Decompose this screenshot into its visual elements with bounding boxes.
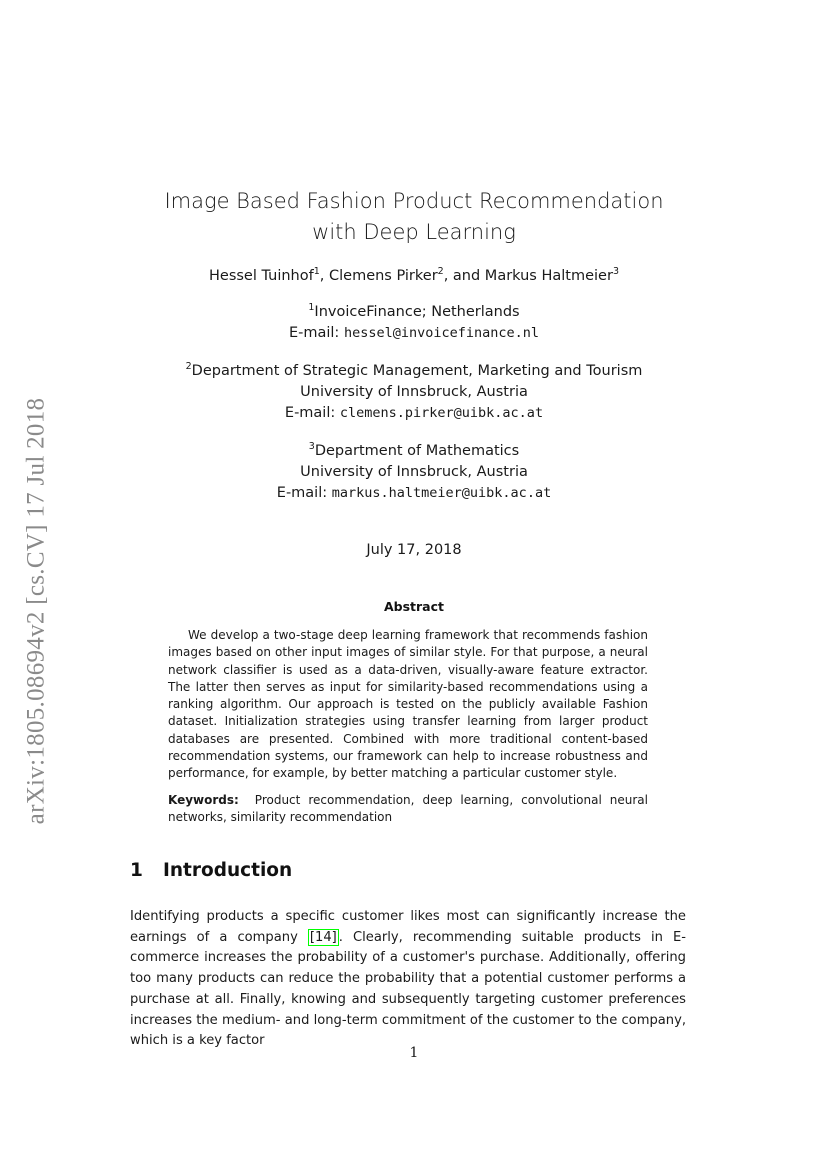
affiliation-2 bbox=[0, 361, 828, 424]
author-1-sup: 1 bbox=[313, 266, 320, 277]
paper-date: July 17, 2018 bbox=[366, 542, 462, 558]
abstract-body: We develop a two-stage deep learning framework that recommends fashion images based on other input images of similar style. For that purpose, a neural network classifier is used as a data-driven, visually-aware feature extractor. The latter then serves as input for similarity-based recommendations using a ranking algorithm. Our approach is tested on the publicly available Fashion dataset. Initialization strategies using transfer learning from larger product databases are presented. Combined with more traditional content-based recommendation systems, our framework can help to increase robustness and performance, for example, by better matching a particular customer style. bbox=[168, 628, 648, 781]
intro-text-1: Identifying products a specific customer likes most can significantly increase the earnings of a company bbox=[130, 909, 686, 945]
section-number: 1 bbox=[130, 860, 143, 881]
affiliation-1-sup: 1 bbox=[308, 302, 315, 313]
affiliation-3-dept: Department of Mathematics bbox=[314, 443, 520, 459]
email-label-2: E-mail: bbox=[284, 405, 340, 421]
author-3-sup: 3 bbox=[612, 266, 619, 277]
email-3[interactable]: markus.haltmeier@uibk.ac.at bbox=[331, 485, 552, 501]
page-number: 1 bbox=[409, 1045, 419, 1061]
affiliation-3-university: University of Innsbruck, Austria bbox=[300, 464, 528, 480]
author-sep-1: , Clemens Pirker bbox=[319, 268, 438, 284]
affiliation-3-email-line bbox=[0, 483, 828, 504]
affiliation-2-sup: 2 bbox=[185, 361, 192, 372]
affiliation-2-university: University of Innsbruck, Austria bbox=[300, 384, 528, 400]
affiliation-2-dept: Department of Strategic Management, Marketing and Tourism bbox=[191, 363, 643, 379]
intro-text-2: . Clearly, recommending suitable products in E-commerce increases the probability of a customer's purchase. Additionally, offering too many products can reduce the probability that a potential customer performs a purchase at all. Finally, knowing and subsequently targeting customer preferences increases the medium- and long-term commitment of the customer to the company, which is a key factor bbox=[130, 929, 686, 1049]
paper-title bbox=[0, 186, 828, 248]
affiliation-1-name: InvoiceFinance; Netherlands bbox=[314, 304, 520, 320]
affiliation-1-email-line bbox=[0, 323, 828, 344]
abstract-heading: Abstract bbox=[383, 599, 445, 614]
section-heading bbox=[130, 860, 292, 881]
keywords bbox=[168, 792, 648, 827]
title-line-1: Image Based Fashion Product Recommendation bbox=[164, 189, 664, 213]
arxiv-id: arXiv:1805.08694v2 [cs.CV] 17 Jul 2018 bbox=[22, 397, 49, 825]
affiliation-1-line-1 bbox=[0, 302, 828, 323]
affiliation-3 bbox=[0, 441, 828, 504]
author-list bbox=[0, 266, 828, 287]
affiliation-2-email-line bbox=[0, 403, 828, 424]
email-label-3: E-mail: bbox=[276, 485, 332, 501]
section-title: Introduction bbox=[163, 860, 293, 881]
affiliation-1 bbox=[0, 302, 828, 344]
email-1[interactable]: hessel@invoicefinance.nl bbox=[343, 325, 540, 341]
affiliation-2-line-1 bbox=[0, 361, 828, 382]
affiliation-3-line-1 bbox=[0, 441, 828, 462]
citation-link[interactable]: [14] bbox=[309, 929, 337, 945]
email-2[interactable]: clemens.pirker@uibk.ac.at bbox=[339, 405, 544, 421]
affiliation-3-sup: 3 bbox=[308, 441, 315, 452]
author-sep-2: , and Markus Haltmeier bbox=[443, 268, 613, 284]
keywords-text: Product recommendation, deep learning, convolutional neural networks, similarity recommendation bbox=[168, 793, 648, 825]
email-label-1: E-mail: bbox=[288, 325, 344, 341]
author-1: Hessel Tuinhof bbox=[209, 268, 314, 284]
author-2-sup: 2 bbox=[437, 266, 444, 277]
keywords-label: Keywords: bbox=[168, 793, 239, 807]
intro-paragraph bbox=[130, 907, 686, 1052]
title-line-2: with Deep Learning bbox=[312, 220, 516, 244]
